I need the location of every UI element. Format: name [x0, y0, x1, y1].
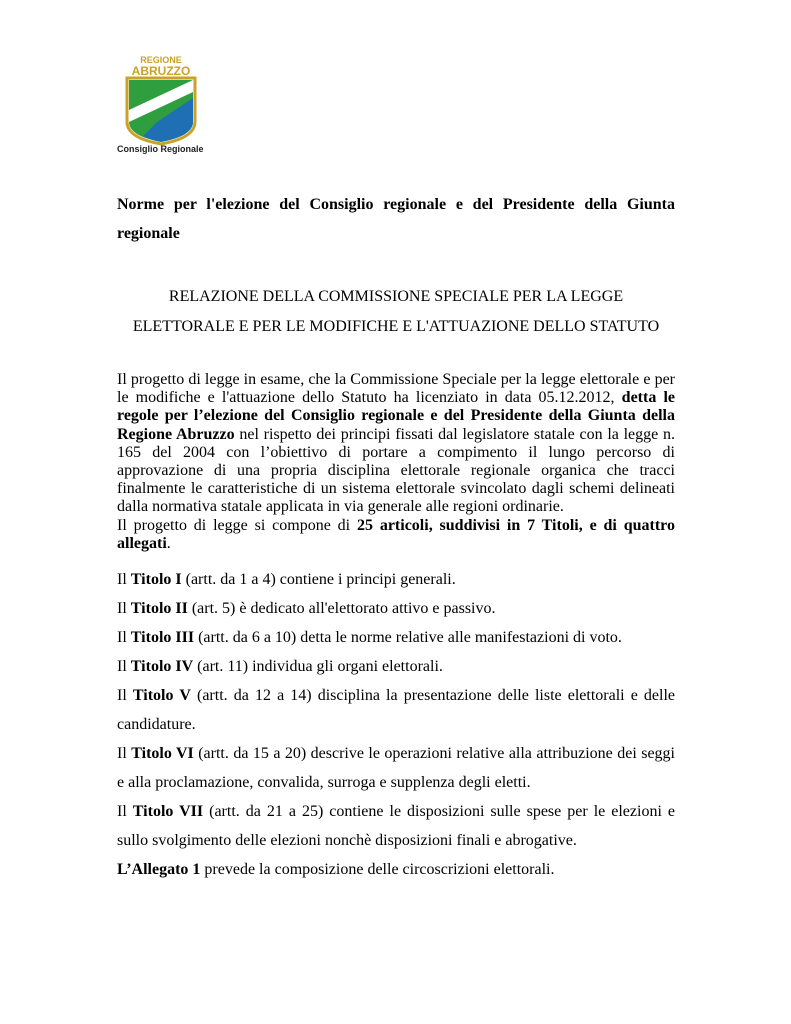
titolo-5-item	[117, 681, 675, 739]
titolo-4-pre: Il	[117, 658, 131, 675]
document-title	[117, 190, 675, 248]
intro-section	[117, 371, 675, 553]
titolo-7-item	[117, 797, 675, 855]
intro-text-c: nel rispetto dei principi fissati dal legislatore statale con la legge n. 165 del 2004 con l’obiettivo di portare a compimento il lungo percorso di approvazione di una propria disciplina elettorale regionale organica che tracci finalmente le caratteristiche di un sistema elettorale svincolato dagli schemi delineati dalla normativa statale applicata in via generale alle regioni ordinarie.	[117, 425, 676, 516]
titolo-5-text: (artt. da 12 a 14) disciplina la presentazione delle liste elettorali e delle candidature.	[117, 687, 675, 733]
logo-abruzzo-text: ABRUZZO	[131, 64, 191, 78]
composition-text-a: Il progetto di legge si compone di	[117, 516, 357, 534]
titolo-7-pre: Il	[117, 803, 133, 820]
titolo-3-pre: Il	[117, 629, 131, 646]
intro-text-bold: detta le regole per l’elezione del Consiglio regionale e del Presidente della Giunta della Regione Abruzzo	[117, 389, 675, 443]
logo-caption: Consiglio Regionale	[117, 144, 204, 154]
titolo-4-text: (art. 11) individua gli organi elettorali.	[193, 658, 443, 675]
titolo-7-label: Titolo VII	[132, 803, 204, 820]
titolo-3-text: (artt. da 6 a 10) detta le norme relative alle manifestazioni di voto.	[194, 629, 622, 646]
titolo-6-pre: Il	[117, 745, 132, 762]
composition-paragraph	[117, 517, 675, 553]
titolo-1-pre: Il	[117, 571, 131, 588]
allegato-1-item	[117, 855, 675, 884]
titolo-4-item	[117, 652, 675, 681]
report-heading-line1: RELAZIONE DELLA COMMISSIONE SPECIALE PER LA LEGGE	[168, 288, 624, 305]
titolo-3-label: Titolo III	[130, 629, 195, 646]
titolo-2-label: Titolo II	[130, 600, 188, 617]
titolo-5-pre: Il	[117, 687, 133, 704]
titolo-7-text: (artt. da 21 a 25) contiene le disposizioni sulle spese per le elezioni e sullo svolgimento delle elezioni nonchè disposizioni finali e abrogative.	[117, 803, 675, 849]
titolo-5-label: Titolo V	[132, 687, 191, 704]
logo-regione-text: REGIONE	[140, 55, 182, 65]
intro-paragraph	[117, 371, 675, 517]
composition-text-c: .	[166, 534, 171, 552]
titolo-1-item	[117, 565, 675, 594]
titolo-2-item	[117, 594, 675, 623]
titolo-4-label: Titolo IV	[130, 658, 194, 675]
titolo-6-item	[117, 739, 675, 797]
allegato-1-label: L’Allegato 1	[117, 861, 201, 878]
titolo-2-text: (art. 5) è dedicato all'elettorato attivo e passivo.	[187, 600, 496, 617]
report-heading	[100, 282, 692, 342]
document-title-line2: regionale	[117, 225, 180, 242]
report-heading-line2: ELETTORALE E PER LE MODIFICHE E L'ATTUAZIONE DELLO STATUTO	[132, 318, 660, 335]
titolo-6-label: Titolo VI	[131, 745, 194, 762]
titolo-2-pre: Il	[117, 600, 131, 617]
intro-text-a: Il progetto di legge in esame, che la Commissione Speciale per la legge elettorale e per le modifiche e l'attuazione dello Statuto ha licenziato in data 05.12.2012,	[117, 371, 675, 407]
titles-list	[117, 565, 675, 884]
titolo-1-text: (artt. da 1 a 4) contiene i principi generali.	[181, 571, 456, 588]
titolo-1-label: Titolo I	[130, 571, 182, 588]
titolo-6-text: (artt. da 15 a 20) descrive le operazioni relative alla attribuzione dei seggi e alla proclamazione, convalida, surroga e supplenza degli eletti.	[117, 745, 675, 791]
regione-abruzzo-logo	[113, 52, 209, 160]
composition-text-bold: 25 articoli, suddivisi in 7 Titoli, e di quattro allegati	[117, 516, 675, 552]
document-title-line1: Norme per l'elezione del Consiglio regionale e del Presidente della Giunta	[117, 196, 675, 213]
titolo-3-item	[117, 623, 675, 652]
allegato-1-text: prevede la composizione delle circoscrizioni elettorali.	[200, 861, 555, 878]
